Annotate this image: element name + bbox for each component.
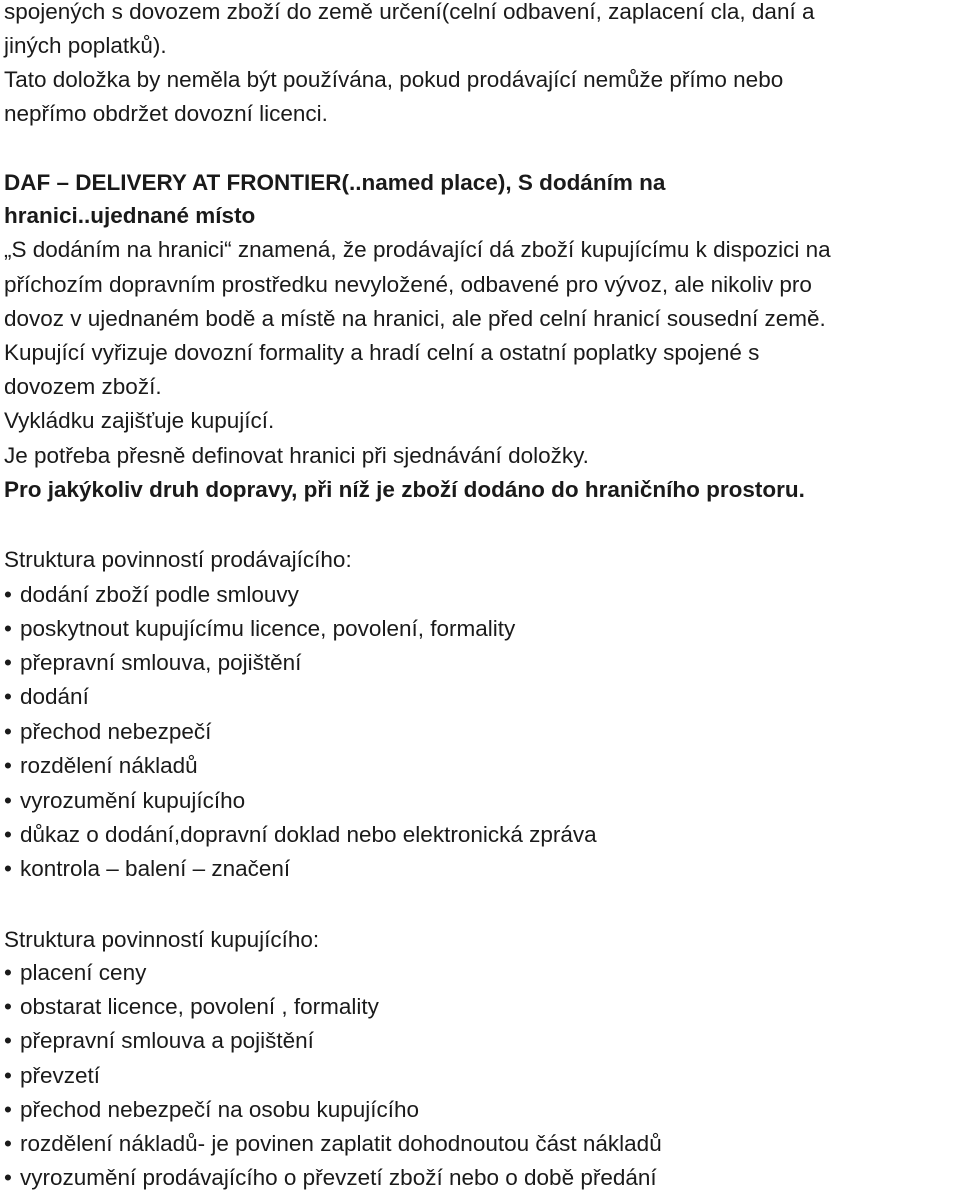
bullet-icon: • — [4, 753, 12, 778]
intro-line-1: spojených s dovozem zboží do země určení(celní odbavení, zaplacení cla, daní a — [4, 0, 815, 24]
buyer-list-item-text: placení ceny — [20, 960, 147, 985]
seller-obligations-title: Struktura povinností prodávajícího: — [4, 547, 352, 572]
buyer-list-item-text: přechod nebezpečí na osobu kupujícího — [20, 1097, 420, 1122]
intro-line-4: nepřímo obdržet dovozní licenci. — [4, 101, 328, 126]
bullet-icon: • — [4, 719, 12, 744]
definition-line-7: Je potřeba přesně definovat hranici při sjednávání doložky. — [4, 443, 589, 468]
seller-list-item-text: důkaz o dodání,dopravní doklad nebo elektronická zpráva — [20, 822, 597, 847]
buyer-list-item-text: obstarat licence, povolení , formality — [20, 994, 379, 1019]
definition-line-2: příchozím dopravním prostředku nevyložené, odbavené pro vývoz, ale nikoliv pro — [4, 272, 812, 297]
seller-list-item-text: rozdělení nákladů — [20, 753, 198, 778]
definition-emphasis: Pro jakýkoliv druh dopravy, při níž je zboží dodáno do hraničního prostoru. — [4, 477, 805, 502]
seller-list-item — [4, 715, 211, 749]
buyer-list-item — [4, 1024, 314, 1058]
seller-list-item — [4, 749, 198, 783]
seller-list-item — [4, 578, 299, 612]
buyer-list-item — [4, 956, 146, 990]
definition-line-1: „S dodáním na hranici“ znamená, že prodávající dá zboží kupujícímu k dispozici na — [4, 237, 831, 262]
seller-list-item-text: dodání zboží podle smlouvy — [20, 582, 299, 607]
bullet-icon: • — [4, 1131, 12, 1156]
seller-list-item — [4, 646, 301, 680]
seller-list-item-text: dodání — [20, 684, 89, 709]
bullet-icon: • — [4, 1097, 12, 1122]
definition-line-3: dovoz v ujednaném bodě a místě na hranici, ale před celní hranicí sousední země. — [4, 306, 826, 331]
section-heading-line-2: hranici..ujednané místo — [4, 203, 256, 228]
intro-line-3: Tato doložka by neměla být používána, pokud prodávající nemůže přímo nebo — [4, 67, 784, 92]
buyer-list-item-text: vyrozumění prodávajícího o převzetí zboží nebo o době předání — [20, 1165, 657, 1190]
bullet-icon: • — [4, 684, 12, 709]
bullet-icon: • — [4, 822, 12, 847]
seller-list-item-text: přepravní smlouva, pojištění — [20, 650, 302, 675]
seller-list-item-text: poskytnout kupujícímu licence, povolení, formality — [20, 616, 516, 641]
buyer-list-item — [4, 1127, 662, 1161]
buyer-obligations-title: Struktura povinností kupujícího: — [4, 927, 320, 952]
seller-list-item — [4, 852, 290, 886]
bullet-icon: • — [4, 1063, 12, 1088]
bullet-icon: • — [4, 788, 12, 813]
bullet-icon: • — [4, 582, 12, 607]
definition-line-6: Vykládku zajišťuje kupující. — [4, 408, 275, 433]
bullet-icon: • — [4, 650, 12, 675]
buyer-list-item — [4, 1059, 100, 1093]
bullet-icon: • — [4, 1165, 12, 1190]
definition-line-5: dovozem zboží. — [4, 374, 162, 399]
buyer-list-item — [4, 1161, 657, 1195]
seller-list-item-text: přechod nebezpečí — [20, 719, 212, 744]
bullet-icon: • — [4, 1028, 12, 1053]
buyer-list-item-text: přepravní smlouva a pojištění — [20, 1028, 314, 1053]
section-heading-line-1: DAF – DELIVERY AT FRONTIER(..named place), S dodáním na — [4, 170, 666, 195]
seller-list-item-text: kontrola – balení – značení — [20, 856, 291, 881]
seller-list-item — [4, 818, 597, 852]
buyer-list-item — [4, 1093, 419, 1127]
intro-line-2: jiných poplatků). — [4, 33, 167, 58]
buyer-list-item-text: převzetí — [20, 1063, 101, 1088]
bullet-icon: • — [4, 960, 12, 985]
buyer-list-item — [4, 990, 379, 1024]
bullet-icon: • — [4, 616, 12, 641]
seller-list-item-text: vyrozumění kupujícího — [20, 788, 246, 813]
definition-line-4: Kupující vyřizuje dovozní formality a hradí celní a ostatní poplatky spojené s — [4, 340, 760, 365]
seller-list-item — [4, 612, 515, 646]
bullet-icon: • — [4, 994, 12, 1019]
buyer-list-item-text: rozdělení nákladů- je povinen zaplatit dohodnoutou část nákladů — [20, 1131, 662, 1156]
bullet-icon: • — [4, 856, 12, 881]
seller-list-item — [4, 784, 245, 818]
seller-list-item — [4, 680, 89, 714]
